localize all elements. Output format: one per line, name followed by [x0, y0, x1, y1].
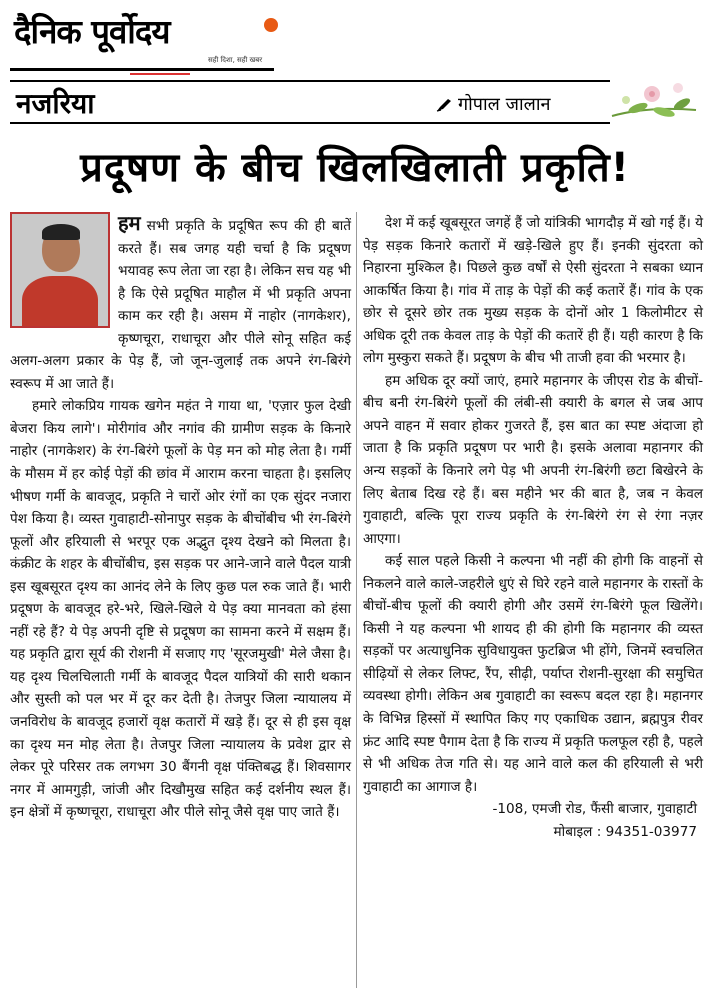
- section-name: नजरिया: [16, 87, 95, 120]
- column-divider: [356, 212, 357, 988]
- author-mobile: मोबाइल : 94351-03977: [553, 823, 697, 840]
- section-header: [10, 80, 700, 124]
- author-byline: [436, 92, 550, 116]
- paragraph-5: कई साल पहले किसी ने कल्पना भी नहीं की होगी कि वाहनों से निकलने वाले काले-जहरीले धुएं से घिरे रहने वाले महानगर के रास्तों के बीचों-बीच फूलों की क्यारी होगी और उसमें रंग-बिरंगे फूल खिलेंगे। किसी ने यह कल्पना भी शायद ही की होगी कि महानगर की व्यस्त सड़कों पर अत्याधुनिक सुविधायुक्त फुटब्रिज भी होंगे, जिनमें स्वचलित सीढ़ियों से लेकर लिफ्ट, रैंप, सीढ़ी, पर्याप्त रोशनी-सुरक्षा की समुचित व्यवस्था होगी। लेकिन अब गुवाहाटी का स्वरूप बदल रहा है। महानगर के विभिन्न हिस्सों में स्थापित किए गए एकाधिक उद्यान, ब्रह्मपुत्र रीवर फ्रंट आदि स्पष्ट पैगाम देता है कि राज्य में प्रकृति फलफूल रही है, पहले से भी अधिक तेज गति से। यह आने वाले कल की हरियाली से भरी गुवाहाटी का आगाज है।: [363, 553, 703, 795]
- newspaper-tagline: सही दिशा, सही खबर: [208, 56, 263, 64]
- author-address: -108, एमजी रोड, फैंसी बाजार, गुवाहाटी: [492, 801, 697, 818]
- paragraph-1-text: सभी प्रकृति के प्रदूषित रूप की ही बातें करते हैं। सब जगह यही चर्चा है कि प्रदूषण भयावह रूप लेता जा रहा है। लेकिन सच यह भी है कि ऐसे प्रदूषित माहौल में भी प्रकृति अपना काम कर रही है। असम में नाहोर (नागकेशर), कृष्णचूरा, राधाचूरा और पीले सोनू सहित कई अलग-अलग प्रकार के पेड़ हैं, जो जून-जुलाई तक अपने रंग-बिरंगे स्वरूप में आ जाते हैं।: [10, 218, 351, 392]
- masthead-rule: [10, 68, 274, 71]
- article-column-right: [363, 212, 703, 843]
- paragraph-4: हम अधिक दूर क्यों जाएं, हमारे महानगर के जीएस रोड के बीचों-बीच बनी रंग-बिरंगे फूलों की लंबी-सी क्यारी के बगल से जब आप अपने वाहन में सवार होकर गुजरते हैं, इस बात का स्पष्ट अंदाजा हो जाता है कि प्रकृति प्रदूषण पर भारी है। इसके अलावा महानगर की अन्य सड़कों के किनारे लगे पेड़ भी अपनी रंग-बिरंगी छटा बिखेरने के लिए बेताब दिख रहे हैं। बस महीने भर की बात है, जब न केवल गुवाहाटी, बल्कि पूरा राज्य प्रकृति के रंग-बिरंगे रंग से रंगा नज़र आएगा।: [363, 372, 703, 547]
- newspaper-title: दैनिक पूर्वोदय: [14, 12, 170, 51]
- section-rule-bottom: [10, 122, 610, 124]
- author-photo: [10, 212, 110, 328]
- flower-decoration-icon: [608, 76, 700, 128]
- dropcap: हम: [118, 211, 141, 235]
- masthead: [10, 6, 280, 72]
- article-column-left: [10, 212, 351, 824]
- masthead-accent-rule: [130, 73, 190, 75]
- sun-logo-icon: [264, 18, 278, 32]
- pen-icon: [436, 98, 452, 112]
- paragraph-3: देश में कई खूबसूरत जगहें हैं जो यांत्रिकी भागदौड़ में खो गई हैं। ये पेड़ सड़क किनारे कतारों में खड़े-खिले हुए हैं। इनकी सुंदरता को निहारना मुश्किल है। पिछले कुछ वर्षों से ऐसी सुंदरता ने सबका ध्यान आकर्षित किया है। गांव में ताड़ के पेड़ों की कई कतारें हैं। गांव के एक छोर से दूसरे छोर तक मुख्य सड़क के दोनों ओर 1 किलोमीटर से अधिक दूरी तक केवल ताड़ के पेड़ों की कतारें ही हैं। यही कारण है कि लोग मुस्कुरा सकते हैं। प्रदूषण के बीच भी ताजी हवा की भरमार है।: [363, 215, 703, 367]
- article-headline: प्रदूषण के बीच खिलखिलाती प्रकृति!: [80, 145, 630, 191]
- paragraph-2: हमारे लोकप्रिय गायक खगेन महंत ने गाया था, 'एज़ार फुल देखी बेजरा किय लागे'। मोरीगांव और नगांव की ग्रामीण सड़क के किनारे नाहोर (नागकेशर) के रंग-बिरंगे फूलों के पेड़ मन को मोह लेता है। गर्मी के मौसम में हर कोई पेड़ों की छांव में आराम करना चाहता है। इसलिए भीषण गर्मी के बावजूद, प्रकृति ने चारों ओर रंगों का एक सुंदर नजारा पेश किया है। व्यस्त गुवाहाटी-सोनापुर सड़क के बीचोंबीच भी रंग-बिरंगे फूलों और हरियाली से भरपूर एक अद्भुत दृश्य देखने को मिलता है। कंक्रीट के शहर के बीचोंबीच, इस सड़क पर आने-जाने वाले पैदल यात्री इस खूबसूरत दृश्य का आनंद लेने के लिए कुछ पल रुक जाते हैं। भारी प्रदूषण के बावजूद हरे-भरे, खिले-खिले ये पेड़ क्या मानवता को हंसा नहीं रहे हैं? ये पेड़ अपनी दृष्टि से प्रदूषण का सामना करने में सक्षम हैं। यह प्रकृति द्वारा सूर्य की रोशनी में सजाए गए 'सूरजमुखी' मेले जैसा है। यह दृश्य चिलचिलाती गर्मी के बावजूद पैदल यात्रियों की सारी थकान और सुस्ती को पल भर में दूर कर देती है। तेजपुर जिला न्यायालय में जनविरोध के बावजूद हजारों वृक्ष कतारों में खड़े हैं। दूर से ही इस वृक्ष का दृश्य मन मोह लेता है। तेजपुर जिला न्यायालय के प्रवेश द्वार से लेकर पूरे परिसर तक लगभग 30 बैंगनी वृक्ष पंक्तिबद्ध हैं। शिवसागर नगर में आमगुड़ी, जांजी और दिखौमुख सहित कई दर्शनीय स्थल हैं। इन क्षेत्रों में कृष्णचूरा, राधाचूरा और पीले सोनू जैसे वृक्ष पाए जाते हैं।: [10, 398, 351, 821]
- author-name: गोपाल जालान: [458, 94, 551, 115]
- section-rule-top: [10, 80, 610, 82]
